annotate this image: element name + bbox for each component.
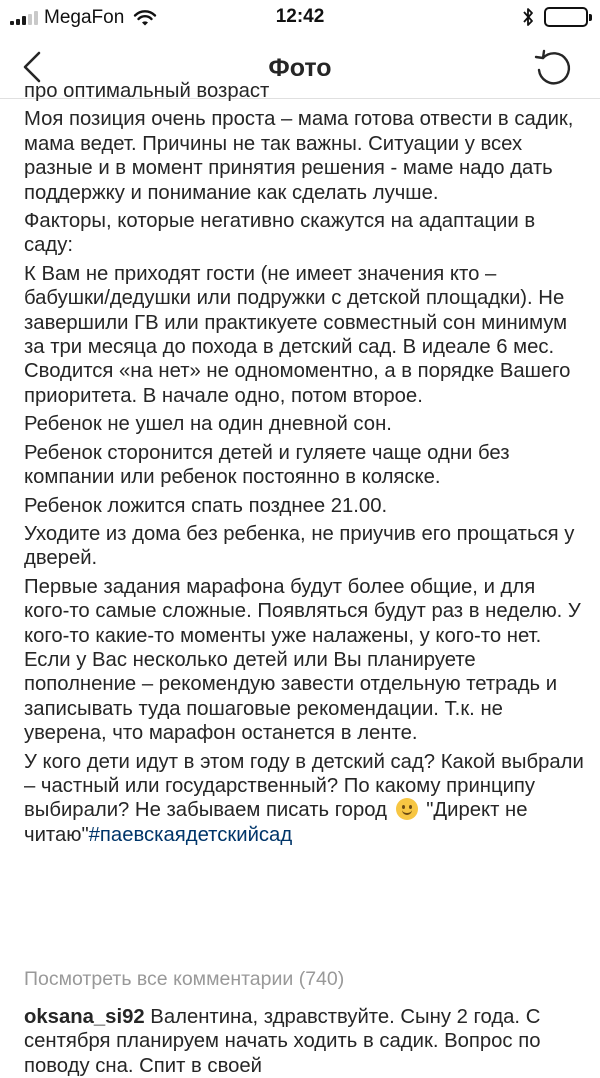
page-title: Фото (268, 54, 332, 82)
caption-paragraph: Уходите из дома без ребенка, не приучив его прощаться у дверей. (24, 522, 575, 570)
caption-paragraph: Ребенок сторонится детей и гуляете чаще одни без компании или ребенок постоянно в коляске. (24, 441, 510, 489)
caption-last-paragraph (24, 750, 584, 848)
status-time: 12:42 (275, 6, 325, 27)
caption-paragraph: Моя позиция очень проста – мама готова отвести в садик, мама ведет. Причины не так важны. Ситуации у всех разные и в момент принятия решения - маме надо дать поддержку и понимание как сделать лучше. (24, 108, 574, 204)
caption-paragraph: Ребенок ложится спать позднее 21.00. (24, 494, 388, 517)
caption-quote: "Директ не читаю" (24, 799, 528, 846)
post-content (0, 80, 600, 1077)
bluetooth-icon (522, 7, 534, 27)
comment-item (24, 1005, 584, 1078)
comment-text: Валентина, здравствуйте. Сыну 2 года. С сентября планируем начать ходить в садик. Вопрос по поводу сна. Спит в своей (24, 1006, 541, 1077)
hashtag-link[interactable]: #паевскаядетскийсад (88, 823, 293, 846)
caption-partial-line: про оптимальный возраст (24, 80, 270, 102)
caption-paragraph: Ребенок не ушел на один дневной сон. (24, 413, 392, 436)
view-all-comments-link[interactable]: Посмотреть все комментарии (740) (24, 968, 345, 990)
status-right (522, 7, 588, 27)
carrier-name: MegaFon (44, 7, 125, 28)
battery-icon (544, 7, 588, 27)
caption-question-text: У кого дети идут в этом году в детский сад? Какой выбрали – частный или государственный? По какому принципу выбирали? Не забываем писать город (24, 750, 584, 822)
caption-paragraph: Первые задания марафона будут более общие, и для кого-то самые сложные. Появляться будут раз в неделю. У кого-то какие-то моменты уже налажены, у кого-то нет. Если у Вас несколько детей или Вы планируете пополнение – рекомендую завести отдельную тетрадь и записывать туда пошаговые рекомендации. Т.к. не уверена, что марафон останется в ленте. (24, 575, 581, 745)
caption-paragraph: К Вам не приходят гости (не имеет значения кто – бабушки/дедушки или подружки с детской площадки). Не завершили ГВ или практикуете совместный сон минимум за три месяца до похода в детский сад. В идеале 6 мес. Сводится «на нет» не одномоментно, а в порядке Вашего приоритета. В начале одно, потом второе. (24, 262, 571, 407)
comment-username[interactable]: oksana_si92 (24, 1006, 145, 1028)
post-caption (24, 79, 584, 851)
status-bar (0, 0, 600, 36)
smiling-face-emoji-icon (396, 798, 418, 820)
caption-paragraph: Факторы, которые негативно скажутся на адаптации в саду: (24, 210, 536, 257)
